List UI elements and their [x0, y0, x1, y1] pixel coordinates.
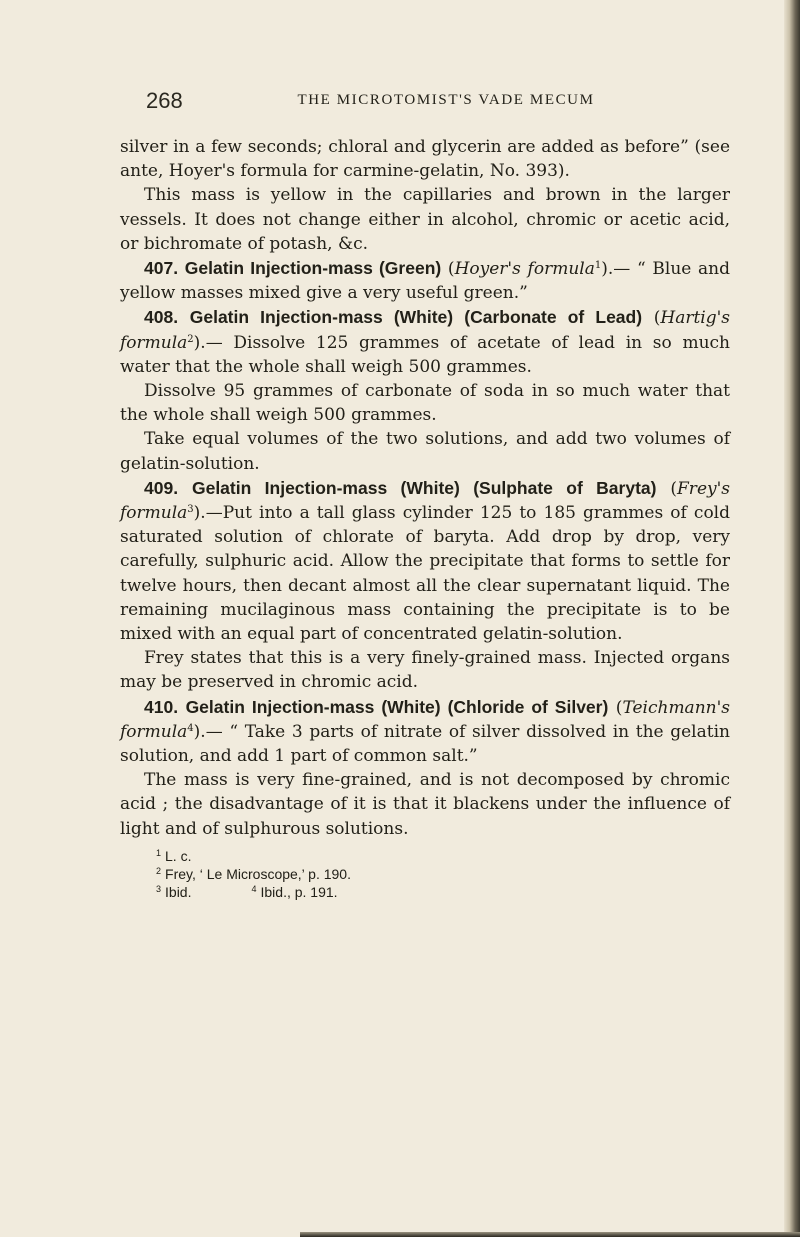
section-number: 409. — [144, 477, 179, 498]
paragraph: Dissolve 95 grammes of carbonate of soda in so much water that the whole shall weigh 500 grammes. — [120, 381, 730, 426]
page-number: 268 — [146, 88, 183, 113]
section-410: 410. Gelatin Injection-mass (White) (Chloride of Silver) (Teichmann's formula$^4$).— “ Take 3 parts of nitrate of silver dissolved in the gelatin solution, and add 1 part of common salt.” — [120, 696, 730, 767]
paragraph: Take equal volumes of the two solutions, and add two volumes of gelatin-solution. — [120, 429, 730, 474]
paragraph: silver in a few seconds; chloral and glycerin are added as before” (see ante, Hoyer's formula for carmine-gelatin, No. 393). — [120, 137, 730, 182]
paragraph: This mass is yellow in the capillaries and brown in the larger vessels. It does not change either in alcohol, chromic or acetic acid, or bichromate of potash, &c. — [120, 185, 730, 254]
footnote: $^2$ Frey, ‘ Le Microscope,’ p. 190. — [156, 865, 351, 882]
section-number: 408. — [144, 307, 179, 328]
section-title: Gelatin Injection-mass (White) (Chloride of Silver) — [185, 696, 609, 717]
section-408: 408. Gelatin Injection-mass (White) (Carbonate of Lead) (Hartig's formula$^2$).— Dissolve 125 grammes of acetate of lead in so much water that the whole shall weigh 500 grammes. — [120, 307, 731, 377]
footnote-ref: 2 — [187, 333, 194, 345]
footnote: $^3$ Ibid. — [156, 883, 192, 900]
section-number: 410. — [144, 696, 179, 717]
section-number: 407. — [144, 258, 179, 279]
footnote: $^1$ L. c. — [156, 847, 192, 864]
formula-attribution: Hartig's formula — [120, 308, 731, 353]
section-text: “ Blue and yellow masses mixed give a very useful green.” — [120, 259, 731, 304]
section-407: 407. Gelatin Injection-mass (Green) (Hoyer's formula$^1$).— “ Blue and yellow masses mixed give a very useful green.” — [120, 258, 731, 304]
footnote-ref: 4 — [187, 722, 194, 734]
footnote-row — [156, 883, 730, 901]
section-409: 409. Gelatin Injection-mass (White) (Sulphate of Baryta) (Frey's formula$^3$).—Put into a tall glass cylinder 125 to 185 grammes of cold saturated solution of chlorate of baryta. Add drop by drop, very carefully, sulphuric acid. Allow the precipitate that forms to settle for twelve hours, then decant almost all the clear supernatant liquid. The remaining mucilaginous mass containing the precipitate is to be mixed with an equal part of concentrated gelatin-solution. — [120, 477, 730, 645]
section-title: Gelatin Injection-mass (White) (Sulphate of Baryta) — [191, 477, 657, 498]
formula-attribution: Teichmann's formula — [120, 697, 730, 742]
page-edge-shadow — [784, 0, 800, 1237]
section-text: “ Take 3 parts of nitrate of silver dissolved in the gelatin solution, and add 1 part of common salt.” — [120, 721, 730, 767]
footnotes — [156, 847, 730, 901]
page-header — [146, 88, 746, 118]
formula-attribution: Hoyer's formula — [454, 259, 595, 280]
section-text: Dissolve 125 grammes of acetate of lead in so much water that the whole shall weigh 500 grammes. — [120, 332, 730, 377]
paragraph: The mass is very fine-grained, and is not decomposed by chromic acid ; the disadvantage of it is that it blackens under the influence of light and of sulphurous solutions. — [120, 770, 730, 839]
section-title: Gelatin Injection-mass (White) (Carbonate of Lead) — [189, 307, 643, 328]
section-title: Gelatin Injection-mass (Green) — [184, 258, 442, 279]
footnote-ref: 3 — [187, 504, 194, 516]
paragraph: Frey states that this is a very finely-grained mass. Injected organs may be preserved in chromic acid. — [120, 648, 730, 693]
footnote: $^4$ Ibid., p. 191. — [251, 883, 338, 900]
running-head: THE MICROTOMIST'S VADE MECUM — [297, 92, 595, 108]
footnote-ref: 1 — [594, 260, 602, 272]
formula-attribution: Frey's formula — [120, 478, 730, 524]
page-bottom-shadow — [300, 1232, 800, 1237]
page-body — [120, 135, 730, 901]
section-text: Put into a tall glass cylinder 125 to 185 grammes of cold saturated solution of chlorate of baryta. Add drop by drop, very carefully, sulphuric acid. Allow the precipitate that forms to settle for twelve hours, then decant almost all the clear supernatant liquid. The remaining mucilaginous mass containing the precipitate is to be mixed with an equal part of concentrated gelatin-solution. — [120, 503, 730, 645]
